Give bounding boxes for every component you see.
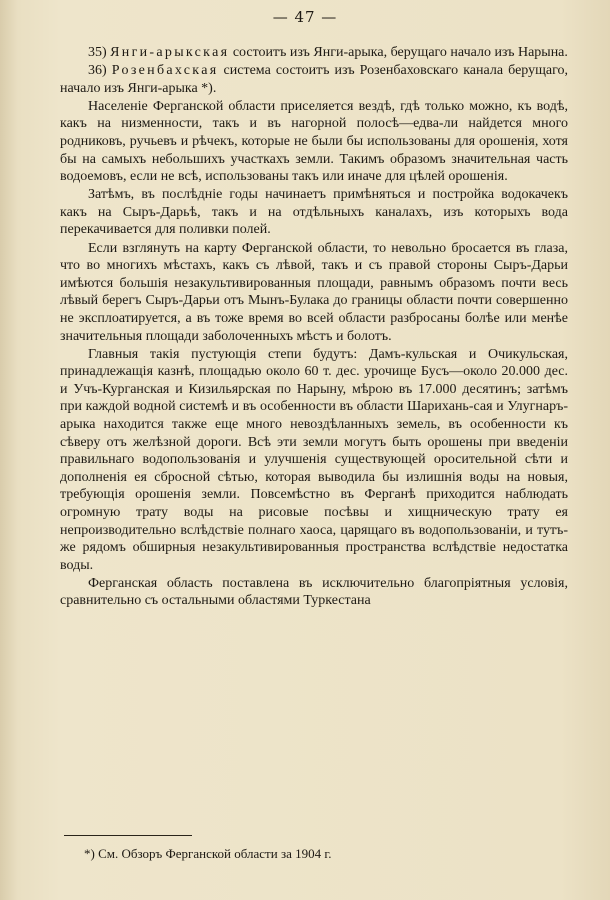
paragraph-population: Населенiе Ферганской области приселяется вездѣ, гдѣ только можно, къ водѣ, какъ на низменности, такъ и въ нагорной полосѣ—едва-ли найдется много родниковъ, ручьевъ и рѣчекъ, которые не были бы использованы для орошенія, хотя бы на самыхъ небольшихъ участкахъ земли. Такимъ образомъ значительная часть водоемовъ, если не всѣ, использованы такъ или иначе для цѣлей орошенія.	[60, 98, 568, 185]
item-number: 36)	[88, 63, 112, 79]
paragraph-text: система состоитъ изъ Розенбаховскаго канала берущаго, начало изъ Янги-арыка *).	[60, 63, 568, 96]
footnote-divider	[64, 835, 192, 836]
page-number: — 47 —	[272, 8, 338, 26]
paragraph-steppes: Главныя такія пустующія степи будутъ: Дамъ-кульская и Очикульская, принадлежащія казнѣ, площадью около 60 т. дес. урочище Бусъ—около 20.000 дес. и Учъ-Курганская и Кизильярская по Нарыну, мѣрою въ 17.000 десятинъ; затѣмъ при каждой водной системѣ и въ особенности въ области Шарихань-сая и Улугнаръ-арыка находится также еще много невоздѣланныхъ земель, въ особенности къ сѣверу отъ желѣзной дороги. Всѣ эти земли могутъ быть орошены при введеніи правильнаго водопользованія и улучшенія существующей оросительной сѣти и дополненія ея сбросной сѣтью, которая выводила бы излишнія воды на новыя, требующія орошенія земли. Повсемѣстно въ Ферганѣ приходится наблюдать огромную трату воды на рисовые посѣвы и хищническую трату ея непроизводительно вслѣдствіе полнаго хаоса, царящаго въ водопользованіи, и тутъ-же рядомъ обширныя незакультивированныя пространства вслѣдствіе недостатка воды.	[60, 346, 568, 573]
footnote: *) См. Обзоръ Ферганской области за 1904 г.	[84, 846, 332, 861]
paragraph-36	[60, 62, 568, 97]
paragraph-35	[60, 44, 568, 62]
system-name: Янги-арыкская	[110, 45, 230, 60]
paragraph-map: Если взглянуть на карту Ферганской области, то невольно бросается въ глаза, что во многихъ мѣстахъ, какъ съ лѣвой, такъ и съ правой стороны Сыръ-Дарьи имѣются большія незакультивированныя площади, равнымъ образомъ почти весь лѣвый берегъ Сыръ-Дарьи отъ Мынъ-Булака до границы области почти совершенно не эксплоатируется, а въ тоже время во всей области разбросаны болѣе или менѣе значительныя площади заболоченныхъ мѣстъ и болотъ.	[60, 240, 568, 344]
item-number: 35)	[88, 45, 111, 60]
system-name: Розенбахская	[111, 63, 219, 79]
paragraph-conditions: Ферганская область поставлена въ исключительно благопріятныя условія, сравнительно съ остальными областями Туркестана	[60, 575, 568, 609]
paragraph-pumps: Затѣмъ, въ послѣдніе годы начинаетъ примѣняться и постройка водокачекъ какъ на Сыръ-Дарьѣ, такъ и на отдѣльныхъ каналахъ, изъ которыхъ вода перекачивается для поливки полей.	[60, 187, 568, 238]
paragraph-text: состоитъ изъ Янги-арыка, берущаго начало изъ Нарына.	[229, 45, 568, 60]
page-body	[60, 44, 568, 610]
